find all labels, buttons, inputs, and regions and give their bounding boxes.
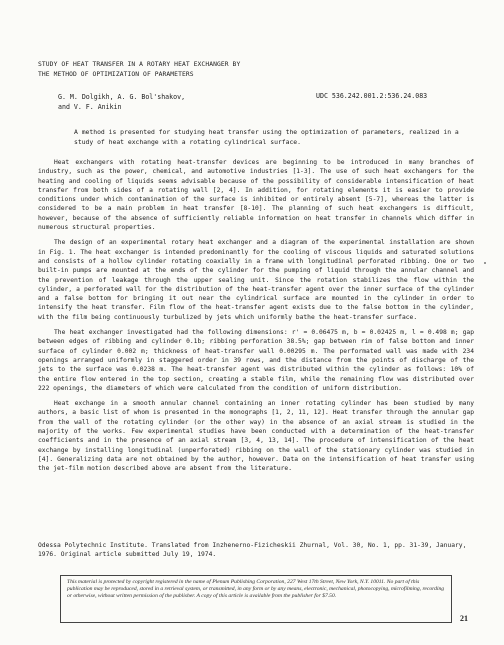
authors-line-2: and V. F. Anikin: [58, 103, 122, 111]
paragraph-design: The design of an experimental rotary heat exchanger and a diagram of the experimental installation are shown in Fig. 1. The heat exchanger is intended predominantly for the cooling of viscous liquids and saturated solutions and consists of a hollow cylinder rotating coaxially in a frame with longitudinal perforated ribbing. One or two built-in pumps are mounted at the ends of the cylinder for the pumping of liquid through the annular channel and the prevention of leakage through the upper sealing unit. Since the rotation stabilizes the flow within the cylinder, a perforated wall for the distribution of the heat-transfer agent over the inner surface of the cylinder and a false bottom for bringing it out near the cylindrical surface are mounted in the cylinder in order to intensify the heat transfer. Film flow of the heat-transfer agent exists due to the false bottom in the cylinder, with the film being continuously turbulized by jets which uniformly bathe the heat-transfer surface.: [38, 239, 474, 321]
udc-code: UDC 536.242.001.2:536.24.083: [316, 92, 428, 100]
paragraph-literature: Heat exchange in a smooth annular channel containing an inner rotating cylinder has been studied by many authors, a basic list of whom is presented in the monographs [1, 2, 11, 12]. Heat transfer through the annular gap from the wall of the rotating cylinder (or the other way) in the absence of an axial stream is studied in the majority of the works. Few experimental studies have been conducted with a determination of the heat-transfer coefficients and in the presence of an axial stream [3, 4, 13, 14]. The procedure of intensification of the heat exchange by installing longitudinal (unperforated) ribbing on the wall of the stationary cylinder was studied in [4]. Generalizing data are not obtained by the author, however. Data on the intensification of heat transfer using the jet-film motion described above are absent from the literature.: [38, 400, 474, 473]
footnote: Odessa Polytechnic Institute. Translated from Inzhenerno-Fizicheskii Zhurnal, Vol. 30, No. 1, pp. 31-39, January, 1976. Original article submitted July 19, 1974.: [38, 542, 467, 559]
paragraph-dimensions: The heat exchanger investigated had the following dimensions: r' = 0.06475 m, b = 0.02425 m, l = 0.498 m; gap between edges of ribbing and cylinder 0.1b; ribbing perforation 38.5%; gap between rim of false bottom and inner surface of cylinder 0.002 m; thickness of heat-transfer wall 0.00295 m. The performated wall was made with 234 openings arranged uniformly in staggered order in 39 rows, and the distance from the points of discharge of the jets to the surface was 0.0238 m. The heat-transfer agent was distributed within the cylinder as follows: 10% of the entire flow entered in the top section, creating a stable film, while the remaining flow was distributed over 222 openings, the diameters of which were calculated from the condition of uniform distribution.: [38, 329, 474, 392]
title-line-1: STUDY OF HEAT TRANSFER IN A ROTARY HEAT EXCHANGER BY: [38, 61, 241, 68]
article-body: [38, 158, 474, 480]
abstract: A method is presented for studying heat transfer using the optimization of parameters, realized in a study of heat exchange with a rotating cylindrical surface.: [74, 128, 459, 146]
scan-speck: [484, 262, 486, 264]
page-number: 21: [460, 614, 468, 623]
title-line-2: THE METHOD OF OPTIMIZATION OF PARAMETERS: [38, 71, 194, 78]
authors-line-1: G. M. Dolgikh, A. G. Bol'shakov,: [58, 93, 186, 101]
copyright-notice: This material is protected by copyright registered in the name of Plenum Publishing Corporation, 227 West 17th Street, New York, N.Y. 10011. No part of this publication may be reproduced, stored in a retrieval system, or transmitted, in any form or by any means, electronic, mechanical, photocopying, microfilming, recording or otherwise, without written permission of the publisher. A copy of this article is available from the publisher for $7.50.: [60, 575, 452, 623]
author-list: [58, 92, 185, 112]
paragraph-intro: Heat exchangers with rotating heat-transfer devices are beginning to be introduced in many branches of industry, such as the power, chemical, and automotive industries [1-3]. The use of such heat exchangers for the heating and cooling of liquids seems advisable because of the possibility of considerable intensification of heat transfer from both sides of a rotating wall [2, 4]. In addition, for rotating elements it is easier to provide conditions under which contamination of the surface is inhibited or entirely absent [5-7], whereas the latter is considered to be a main problem in heat transfer [8-10]. The planning of such heat exchangers is difficult, however, because of the absence of sufficiently reliable information on heat transfer in channels which differ in numerous structural properties.: [38, 159, 474, 232]
article-title: [38, 60, 240, 80]
